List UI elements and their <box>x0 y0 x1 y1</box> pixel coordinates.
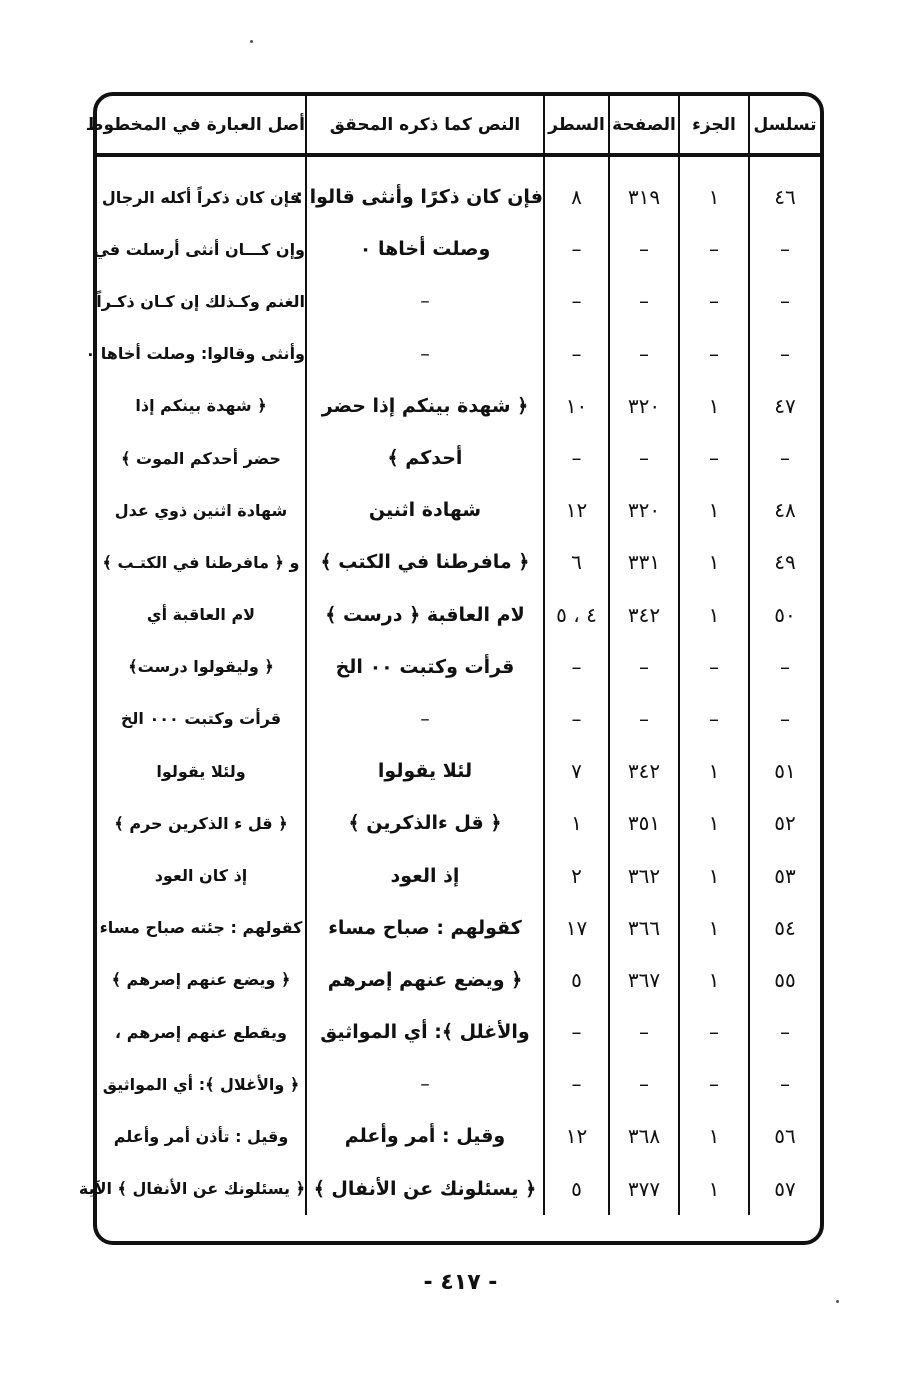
cell-part: ١ <box>679 1163 749 1215</box>
cell-page: – <box>609 1006 679 1058</box>
cell-page: ٣٢٠ <box>609 380 679 432</box>
cell-editor-text: – <box>306 693 544 745</box>
cell-manuscript-text: ﴿ يسئلونك عن الأنفال ﴾ الآية <box>78 1179 305 1199</box>
cell-serial: ٥٤ <box>749 902 820 954</box>
cell-line: ٢ <box>544 849 609 901</box>
cell-manuscript-text: قرأت وكتبت ٠٠٠ الخ <box>120 709 282 729</box>
cell-editor-text: فإن كان ذكرًا وأنثى قالوا : <box>306 155 544 223</box>
cell-part: ١ <box>679 155 749 223</box>
cell-line: ٥ <box>544 1163 609 1215</box>
cell-part: ١ <box>679 797 749 849</box>
cell-page: ٣٦٧ <box>609 954 679 1006</box>
cell-editor-text: وصلت أخاها ٠ <box>306 223 544 275</box>
cell-serial: ٤٧ <box>749 380 820 432</box>
cell-serial: ٥٥ <box>749 954 820 1006</box>
cell-line: ١٢ <box>544 484 609 536</box>
header-manuscript-text: أصل العبارة في المخطوط <box>97 96 306 155</box>
header-line: السطر <box>544 96 609 155</box>
cell-manuscript-text: ﴿ والأغلال ﴾: أي المواثيق <box>102 1074 300 1094</box>
cell-serial: ٥٢ <box>749 797 820 849</box>
table-row <box>97 1058 820 1110</box>
cell-page: – <box>609 275 679 327</box>
table-row <box>97 484 820 536</box>
cell-line: – <box>544 275 609 327</box>
cell-part: – <box>679 1006 749 1058</box>
cell-page: – <box>609 1058 679 1110</box>
cell-manuscript-text: ولئلا يقولوا <box>156 761 246 781</box>
scan-speck <box>250 40 253 43</box>
page-number: - ٤١٧ - <box>423 1270 498 1295</box>
table-row <box>97 1163 820 1215</box>
cell-editor-text: أحدكم ﴾ <box>306 432 544 484</box>
header-editor-text: النص كما ذكره المحقق <box>306 96 544 155</box>
cell-editor-text: والأغلل ﴾: أي المواثيق <box>306 1006 544 1058</box>
cell-manuscript-text: ﴿ قل ء الذكرين حرم ﴾ <box>114 813 288 833</box>
errata-table-frame <box>78 92 824 1245</box>
cell-manuscript-text: إذ كان العود <box>154 866 248 886</box>
cell-page: – <box>609 328 679 380</box>
cell-part: ١ <box>679 380 749 432</box>
table-row <box>97 849 820 901</box>
cell-editor-text: ﴿ قل ءالذكرين ﴾ <box>306 797 544 849</box>
cell-editor-text: إذ العود <box>306 849 544 901</box>
cell-line: ١٧ <box>544 902 609 954</box>
cell-page: ٣١٩ <box>609 155 679 223</box>
table-row <box>97 589 820 641</box>
cell-serial: – <box>749 641 820 693</box>
cell-page: ٣٢٠ <box>609 484 679 536</box>
table-row <box>97 641 820 693</box>
cell-serial: ٥٠ <box>749 589 820 641</box>
cell-page: – <box>609 641 679 693</box>
cell-manuscript-text: وقيل : تأذن أمر وأعلم <box>113 1126 289 1146</box>
cell-manuscript-text: ﴿ شهدة بينكم إذا <box>135 396 267 416</box>
cell-serial: ٤٩ <box>749 536 820 588</box>
table-body <box>78 155 820 1215</box>
cell-line: – <box>544 693 609 745</box>
table-row <box>97 954 820 1006</box>
cell-editor-text: – <box>306 275 544 327</box>
cell-manuscript-text: وأنثى وقالوا: وصلت أخاها ٠ <box>85 344 305 364</box>
cell-line: ١٢ <box>544 1110 609 1162</box>
cell-manuscript-text: ﴿ ويضع عنهم إصرهم ﴾ <box>111 970 291 990</box>
cell-part: ١ <box>679 1110 749 1162</box>
table-row <box>97 432 820 484</box>
cell-line: – <box>544 641 609 693</box>
cell-line: – <box>544 223 609 275</box>
cell-line: ٤ ، ٥ <box>544 589 609 641</box>
cell-serial: ٥٦ <box>749 1110 820 1162</box>
cell-manuscript-text: ويقطع عنهم إصرهم ، <box>115 1022 287 1042</box>
table-row <box>97 223 820 275</box>
cell-editor-text: لام العاقبة ﴿ درست ﴾ <box>306 589 544 641</box>
cell-line: ٧ <box>544 745 609 797</box>
cell-part: – <box>679 275 749 327</box>
cell-part: – <box>679 432 749 484</box>
scan-speck <box>836 1300 839 1303</box>
cell-page: ٣٤٢ <box>609 589 679 641</box>
cell-manuscript-text: فإن كان ذكراً أكله الرجال <box>101 187 301 207</box>
cell-page: ٣٤٢ <box>609 745 679 797</box>
cell-serial: – <box>749 1058 820 1110</box>
cell-editor-text: ﴿ شهدة بينكم إذا حضر <box>306 380 544 432</box>
cell-manuscript-text: الغنم وكـذلك إن كـان ذكـراً <box>96 291 305 311</box>
cell-part: – <box>679 223 749 275</box>
cell-part: ١ <box>679 589 749 641</box>
errata-table <box>78 96 820 1215</box>
cell-serial: – <box>749 223 820 275</box>
cell-line: – <box>544 432 609 484</box>
cell-manuscript-text: شهادة اثنين ذوي عدل <box>114 500 288 520</box>
cell-line: ٥ <box>544 954 609 1006</box>
cell-part: ١ <box>679 484 749 536</box>
cell-part: ١ <box>679 536 749 588</box>
cell-page: ٣٣١ <box>609 536 679 588</box>
cell-page: ٣٥١ <box>609 797 679 849</box>
cell-serial: ٥٣ <box>749 849 820 901</box>
cell-page: – <box>609 432 679 484</box>
table-row <box>97 902 820 954</box>
cell-serial: – <box>749 432 820 484</box>
table-row <box>97 328 820 380</box>
cell-part: – <box>679 328 749 380</box>
cell-manuscript-text: لام العاقبة أي <box>146 605 256 625</box>
cell-part: ١ <box>679 849 749 901</box>
table-row <box>97 797 820 849</box>
header-serial: تسلسل <box>749 96 820 155</box>
header-page: الصفحة <box>609 96 679 155</box>
cell-serial: ٤٨ <box>749 484 820 536</box>
cell-line: ١ <box>544 797 609 849</box>
cell-page: ٣٧٧ <box>609 1163 679 1215</box>
cell-editor-text: ﴿ ويضع عنهم إصرهم <box>306 954 544 1006</box>
cell-page: ٣٦٦ <box>609 902 679 954</box>
cell-part: ١ <box>679 745 749 797</box>
header-part: الجزء <box>679 96 749 155</box>
cell-line: ٨ <box>544 155 609 223</box>
table-row <box>97 155 820 223</box>
cell-part: – <box>679 641 749 693</box>
cell-page: – <box>609 223 679 275</box>
cell-editor-text: – <box>306 328 544 380</box>
cell-manuscript-text: كقولهم : جئته صباح مساء <box>99 918 303 938</box>
cell-serial: ٥١ <box>749 745 820 797</box>
table-row <box>97 536 820 588</box>
cell-serial: ٤٦ <box>749 155 820 223</box>
cell-editor-text: لئلا يقولوا <box>306 745 544 797</box>
cell-page: ٣٦٨ <box>609 1110 679 1162</box>
cell-line: ١٠ <box>544 380 609 432</box>
cell-serial: – <box>749 328 820 380</box>
cell-page: ٣٦٢ <box>609 849 679 901</box>
cell-line: – <box>544 1058 609 1110</box>
cell-manuscript-text: حضر أحدكم الموت ﴾ <box>121 448 281 468</box>
table-row <box>97 275 820 327</box>
cell-part: – <box>679 693 749 745</box>
header-row <box>97 96 820 155</box>
cell-editor-text: قرأت وكتبت ٠٠ الخ <box>306 641 544 693</box>
cell-line: – <box>544 1006 609 1058</box>
cell-editor-text: وقيل : أمر وأعلم <box>306 1110 544 1162</box>
table-row <box>97 693 820 745</box>
cell-editor-text: ﴿ يسئلونك عن الأنفال ﴾ <box>306 1163 544 1215</box>
cell-part: ١ <box>679 902 749 954</box>
table-row <box>97 380 820 432</box>
table-row <box>97 1110 820 1162</box>
cell-line: ٦ <box>544 536 609 588</box>
cell-manuscript-text: ﴿ وليقولوا درست﴾ <box>128 657 274 677</box>
cell-manuscript-text: وإن كـــان أنثى أرسلت في <box>93 239 305 259</box>
cell-serial: ٥٧ <box>749 1163 820 1215</box>
cell-part: – <box>679 1058 749 1110</box>
cell-serial: – <box>749 693 820 745</box>
cell-editor-text: كقولهم : صباح مساء <box>306 902 544 954</box>
cell-serial: – <box>749 275 820 327</box>
cell-editor-text: شهادة اثنين <box>306 484 544 536</box>
cell-editor-text: ﴿ مافرطنا في الكتب ﴾ <box>306 536 544 588</box>
cell-manuscript-text: و ﴿ مافرطنا في الكتـب ﴾ <box>102 552 300 572</box>
cell-part: ١ <box>679 954 749 1006</box>
cell-page: – <box>609 693 679 745</box>
cell-line: – <box>544 328 609 380</box>
cell-editor-text: – <box>306 1058 544 1110</box>
table-row <box>97 745 820 797</box>
cell-serial: – <box>749 1006 820 1058</box>
table-row <box>97 1006 820 1058</box>
